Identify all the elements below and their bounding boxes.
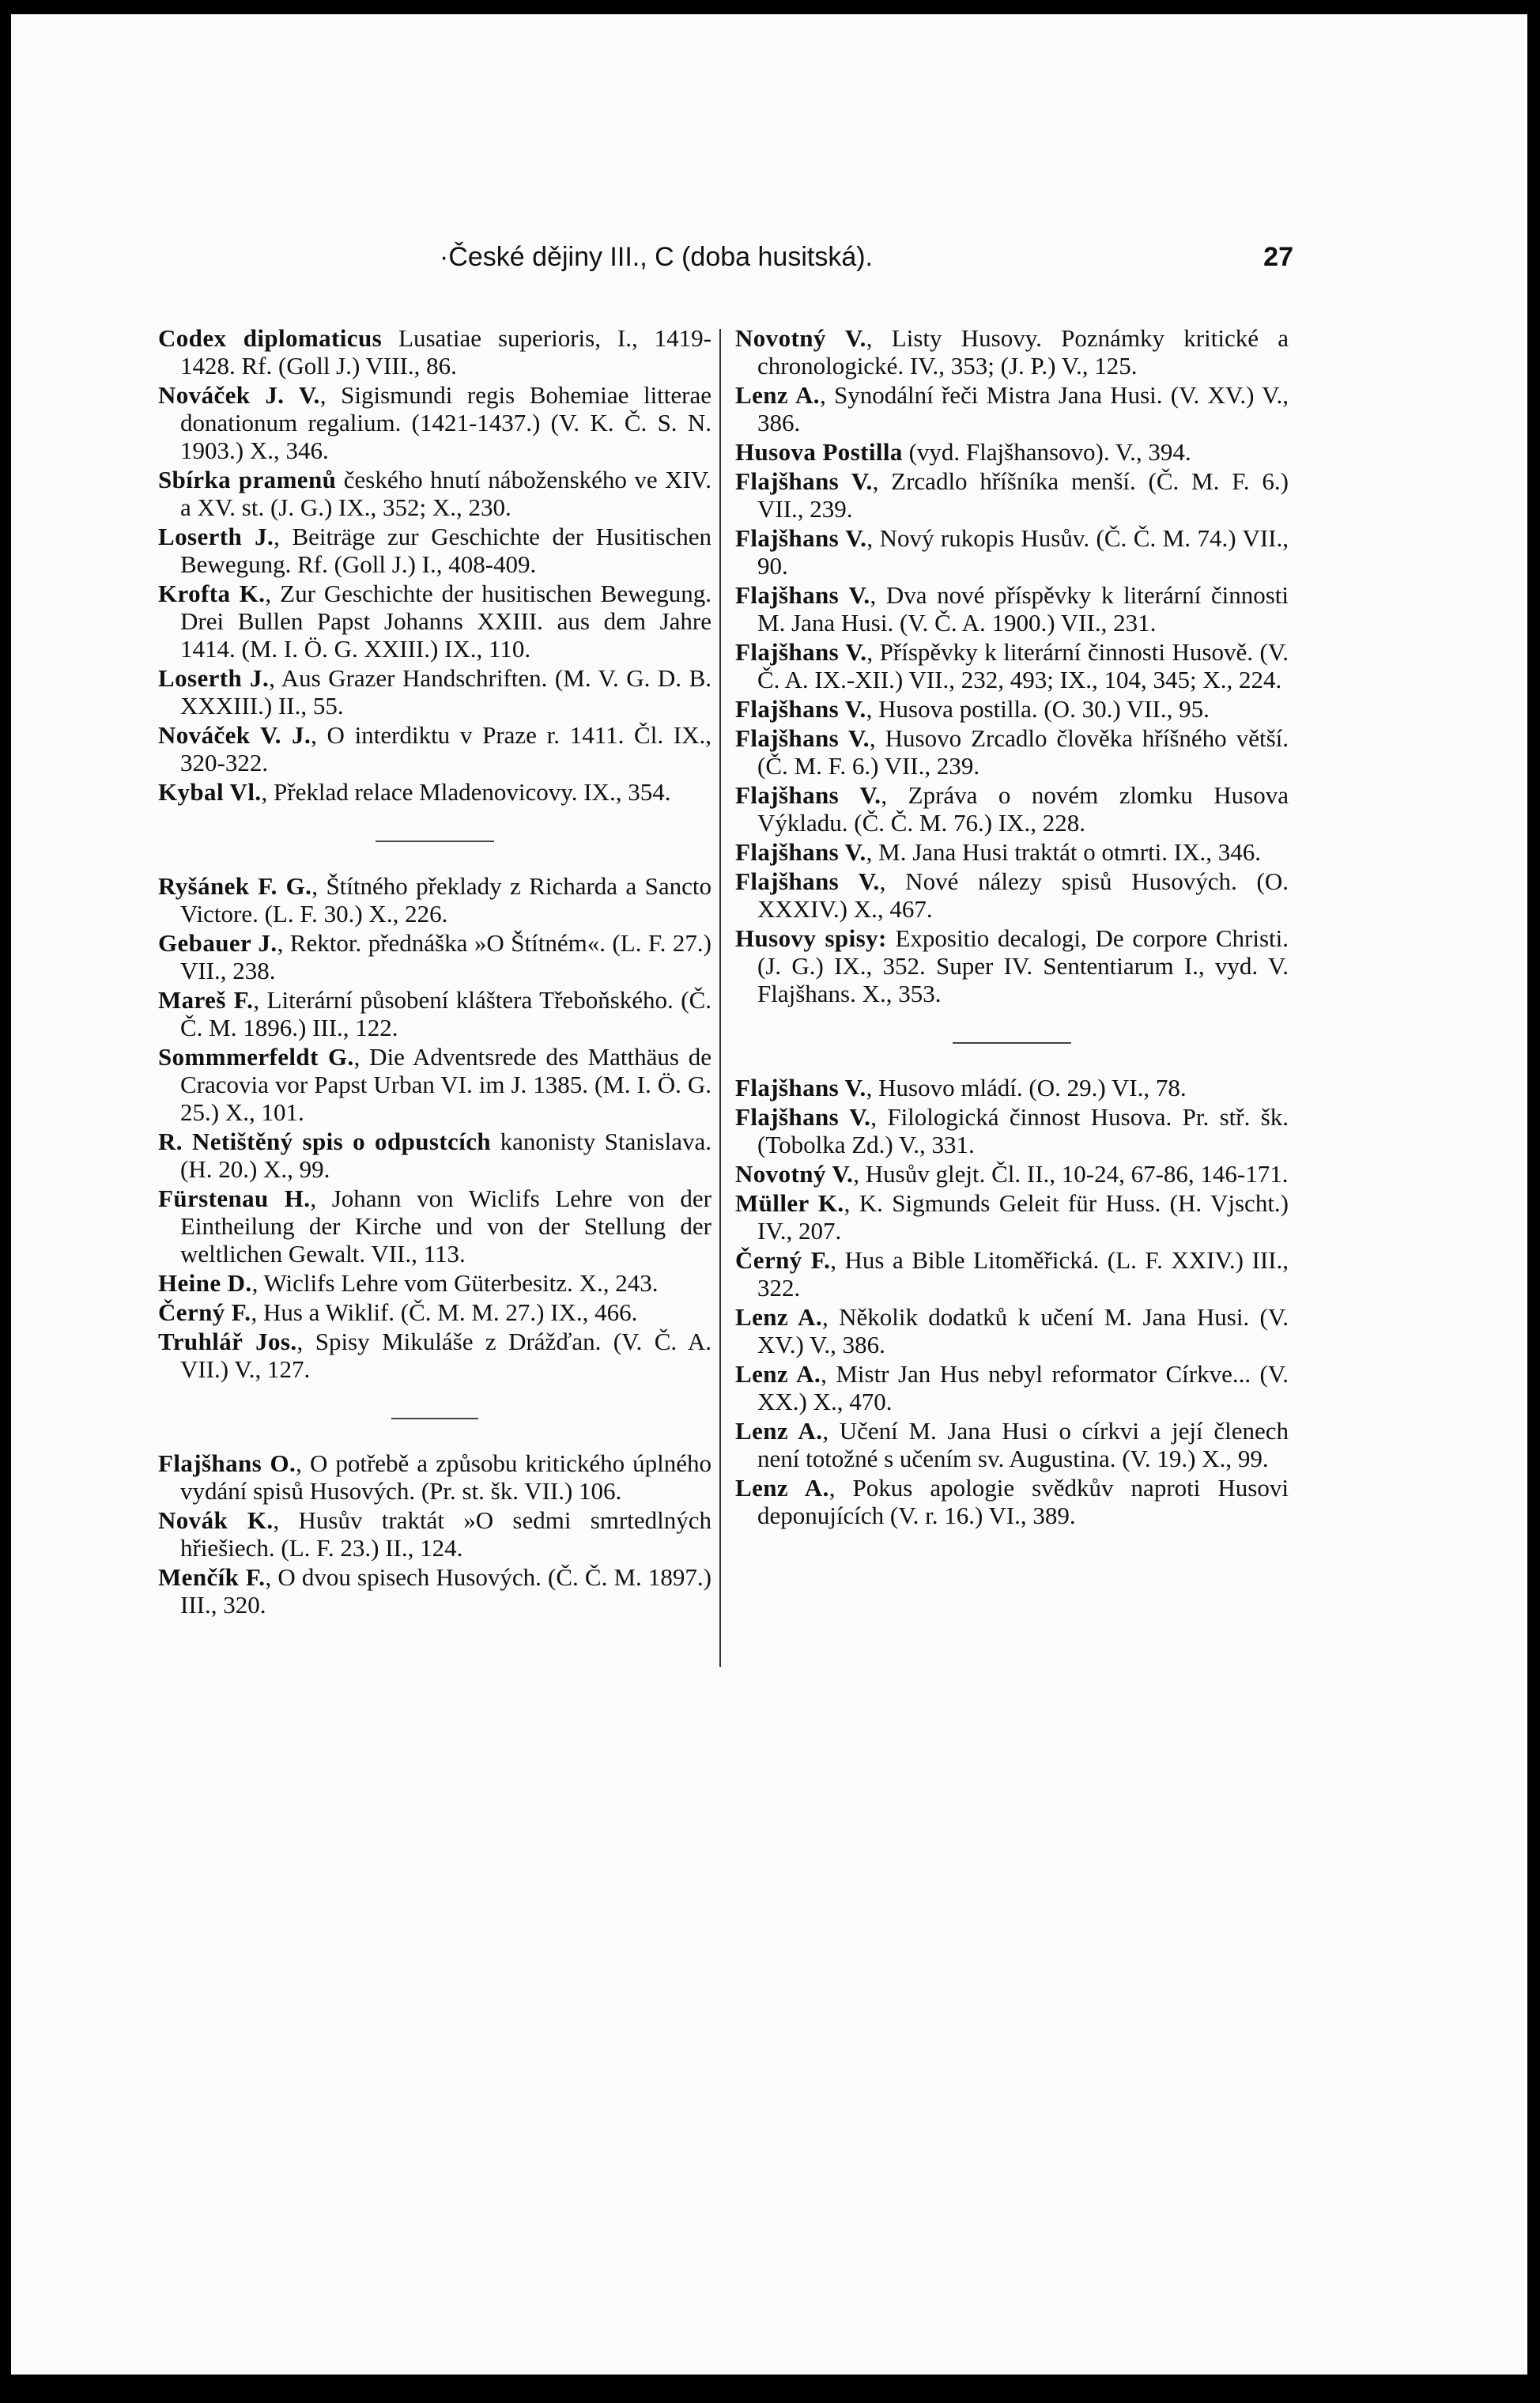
bibliography-entry: [158, 1449, 711, 1505]
entry-author: Flajšhans V.: [735, 695, 866, 723]
entry-citation: , Příspěvky k literární činnosti Husově. (V. Č. A. IX.-XII.) VII., 232, 493; IX., 104, 345; X., 224.: [757, 638, 1289, 693]
entry-citation: , Zrcadlo hříšníka menší. (Č. M. F. 6.) VII., 239.: [757, 467, 1289, 523]
right-column: [735, 324, 1289, 1531]
bibliography-entry: [735, 467, 1289, 523]
left-column: [158, 324, 711, 1620]
bibliography-entry: [735, 1103, 1289, 1158]
entry-citation: , Štítného překlady z Richarda a Sancto Victore. (L. F. 30.) X., 226.: [180, 872, 711, 928]
left-group-2: [158, 872, 711, 1383]
entry-author: Flajšhans V.: [735, 638, 867, 666]
entry-author: Gebauer J.: [158, 929, 277, 957]
entry-author: Sommmerfeldt G.: [158, 1043, 354, 1071]
page-number: 27: [1263, 242, 1293, 272]
section-separator: [391, 1418, 478, 1419]
entry-author: Müller K.: [735, 1189, 844, 1217]
entry-author: Nováček J. V.: [158, 381, 320, 409]
entry-citation: , Synodální řeči Mistra Jana Husi. (V. XV.) V., 386.: [757, 381, 1289, 436]
bibliography-entry: [158, 1298, 711, 1326]
entry-author: Flajšhans V.: [735, 724, 870, 752]
bibliography-entry: [158, 986, 711, 1041]
entry-citation: , K. Sigmunds Geleit für Huss. (H. Vjscht.) IV., 207.: [757, 1189, 1289, 1245]
bibliography-entry: [158, 466, 711, 521]
entry-citation: , Husovo Zrcadlo člověka hříšného větší. (Č. M. F. 6.) VII., 239.: [757, 724, 1289, 780]
entry-citation: , Pokus apologie svědkův naproti Husovi deponujících (V. r. 16.) VI., 389.: [757, 1474, 1289, 1529]
entry-citation: , Literární působení kláštera Třeboňského. (Č. Č. M. 1896.) III., 122.: [180, 986, 711, 1041]
entry-author: Loserth J.: [158, 523, 274, 550]
entry-citation: Expositio decalogi, De corpore Christi. (J. G.) IX., 352. Super IV. Sententiarum I., vyd. V. Flajšhans. X., 353.: [757, 924, 1289, 1007]
entry-citation: , Listy Husovy. Poznámky kritické a chronologické. IV., 353; (J. P.) V., 125.: [757, 324, 1289, 380]
entry-author: Flajšhans O.: [158, 1449, 296, 1477]
bibliography-entry: [735, 1360, 1289, 1415]
entry-citation: , O interdiktu v Praze r. 1411. Čl. IX., 320-322.: [180, 721, 711, 776]
entry-author: Lenz A.: [735, 1360, 821, 1388]
entry-author: Flajšhans V.: [735, 1103, 871, 1131]
bibliography-entry: [735, 724, 1289, 780]
column-divider: [719, 329, 721, 1667]
entry-citation: , Mistr Jan Hus nebyl reformator Církve... (V. XX.) X., 470.: [757, 1360, 1289, 1415]
entry-author: Novotný V.: [735, 324, 866, 352]
bibliography-entry: [735, 781, 1289, 837]
bibliography-entry: [735, 867, 1289, 923]
running-title: ·České dějiny III., C (doba husitská).: [440, 242, 874, 272]
entry-citation: (vyd. Flajšhansovo). V., 394.: [902, 438, 1191, 466]
entry-citation: , M. Jana Husi traktát o otmrti. IX., 346.: [866, 838, 1262, 866]
bibliography-entry: [735, 1246, 1289, 1302]
entry-author: Kybal Vl.: [158, 778, 262, 806]
bibliography-entry: [735, 1417, 1289, 1472]
bibliography-entry: [735, 924, 1289, 1007]
entry-citation: , Husovo mládí. (O. 29.) VI., 78.: [866, 1074, 1187, 1101]
page-header: [440, 242, 1293, 281]
bibliography-entry: [158, 1184, 711, 1268]
entry-author: Fürstenau H.: [158, 1184, 311, 1212]
entry-author: Novotný V.: [735, 1160, 854, 1188]
bibliography-entry: [735, 1474, 1289, 1529]
bibliography-entry: [735, 695, 1289, 723]
left-group-3: [158, 1449, 711, 1619]
entry-citation: , Nové nálezy spisů Husových. (O. XXXIV.) X., 467.: [757, 867, 1289, 923]
bibliography-entry: [735, 1074, 1289, 1101]
bibliography-entry: [158, 1269, 711, 1297]
entry-author: Lenz A.: [735, 381, 820, 409]
entry-author: R. Netištěný spis o odpustcích: [158, 1128, 492, 1155]
entry-citation: , Aus Grazer Handschriften. (M. V. G. D. B. XXXIII.) II., 55.: [180, 664, 712, 720]
bibliography-entry: [158, 872, 711, 928]
bibliography-entry: [158, 381, 711, 464]
bibliography-entry: [158, 1506, 711, 1562]
entry-author: Sbírka pramenů: [158, 466, 337, 493]
book-page: [11, 14, 1527, 2375]
entry-citation: , Spisy Mikuláše z Drážďan. (V. Č. A. VII.) V., 127.: [180, 1328, 711, 1383]
entry-author: Loserth J.: [158, 664, 270, 692]
bibliography-entry: [158, 929, 711, 984]
bibliography-entry: [735, 524, 1289, 580]
entry-citation: , Překlad relace Mladenovicovy. IX., 354.: [261, 778, 671, 806]
entry-citation: , Beiträge zur Geschichte der Husitischen Bewegung. Rf. (Goll J.) I., 408-409.: [180, 523, 711, 578]
bibliography-entry: [158, 1043, 711, 1126]
entry-author: Codex diplomaticus: [158, 324, 383, 352]
bibliography-entry: [158, 580, 711, 663]
bibliography-entry: [158, 1328, 711, 1383]
entry-citation: , Johann von Wiclifs Lehre von der Eintheilung der Kirche und von der Stellung der weltlichen Gewalt. VII., 113.: [180, 1184, 711, 1268]
bibliography-entry: [735, 438, 1289, 466]
entry-citation: , Sigismundi regis Bohemiae litterae donationum regalium. (1421-1437.) (V. K. Č. S. N. 1903.) X., 346.: [180, 381, 712, 464]
entry-citation: , Hus a Bible Litoměřická. (L. F. XXIV.) III., 322.: [757, 1246, 1289, 1302]
entry-citation: , Husova postilla. (O. 30.) VII., 95.: [866, 695, 1210, 723]
entry-author: Krofta K.: [158, 580, 266, 607]
entry-author: Flajšhans V.: [735, 524, 867, 552]
bibliography-entry: [158, 1128, 711, 1183]
entry-citation: Lusatiae superioris, I., 1419-1428. Rf. (Goll J.) VIII., 86.: [180, 324, 711, 380]
entry-author: Flajšhans V.: [735, 467, 873, 495]
entry-citation: českého hnutí náboženského ve XIV. a XV. st. (J. G.) IX., 352; X., 230.: [180, 466, 712, 521]
bibliography-entry: [735, 381, 1289, 436]
bibliography-entry: [158, 721, 711, 776]
entry-citation: , Filologická činnost Husova. Pr. stř. šk. (Tobolka Zd.) V., 331.: [757, 1103, 1289, 1158]
entry-author: Husova Postilla: [735, 438, 903, 466]
entry-author: Černý F.: [735, 1246, 831, 1274]
bibliography-entry: [158, 664, 711, 720]
entry-citation: , Rektor. přednáška »O Štítném«. (L. F. 27.) VII., 238.: [180, 929, 711, 984]
entry-author: Nováček V. J.: [158, 721, 311, 749]
entry-author: Mareš F.: [158, 986, 254, 1014]
left-group-1: [158, 324, 711, 806]
bibliography-entry: [735, 324, 1289, 380]
entry-citation: , Zpráva o novém zlomku Husova Výkladu. (Č. Č. M. 76.) IX., 228.: [757, 781, 1289, 837]
entry-citation: , Nový rukopis Husův. (Č. Č. M. 74.) VII., 90.: [757, 524, 1289, 580]
bibliography-entry: [158, 1563, 711, 1619]
bibliography-entry: [158, 324, 711, 380]
entry-author: Černý F.: [158, 1298, 251, 1326]
entry-citation: , Hus a Wiklif. (Č. M. M. 27.) IX., 466.: [251, 1298, 638, 1326]
bibliography-entry: [735, 581, 1289, 637]
bibliography-entry: [735, 1189, 1289, 1245]
right-group-2: [735, 1074, 1289, 1529]
entry-author: Lenz A.: [735, 1303, 822, 1331]
entry-citation: , Wiclifs Lehre vom Güterbesitz. X., 243.: [251, 1269, 659, 1297]
entry-author: Flajšhans V.: [735, 581, 870, 609]
entry-author: Flajšhans V.: [735, 867, 880, 895]
entry-citation: , O dvou spisech Husových. (Č. Č. M. 1897.) III., 320.: [180, 1563, 711, 1619]
entry-author: Heine D.: [158, 1269, 252, 1297]
bibliography-entry: [158, 523, 711, 578]
entry-author: Novák K.: [158, 1506, 274, 1534]
section-separator: [953, 1042, 1071, 1044]
entry-author: Lenz A.: [735, 1474, 829, 1502]
entry-citation: , Husův glejt. Čl. II., 10-24, 67-86, 146-171.: [853, 1160, 1289, 1188]
entry-author: Husovy spisy:: [735, 924, 887, 952]
entry-citation: , Několik dodatků k učení M. Jana Husi. (V. XV.) V., 386.: [757, 1303, 1289, 1358]
bibliography-entry: [735, 638, 1289, 693]
entry-citation: , O potřebě a způsobu kritického úplného vydání spisů Husových. (Pr. st. šk. VII.) 106.: [180, 1449, 711, 1505]
bibliography-entry: [158, 778, 711, 806]
entry-citation: , Učení M. Jana Husi o církvi a její členech není totožné s učením sv. Augustina. (V. 19.) X., 99.: [757, 1417, 1289, 1472]
entry-citation: , Die Adventsrede des Matthäus de Cracovia vor Papst Urban VI. im J. 1385. (M. I. Ö. G. 25.) X., 101.: [180, 1043, 711, 1126]
entry-author: Menčík F.: [158, 1563, 266, 1591]
bibliography-entry: [735, 838, 1289, 866]
entry-citation: , Dva nové příspěvky k literární činnosti M. Jana Husi. (V. Č. A. 1900.) VII., 231.: [757, 581, 1289, 637]
entry-author: Ryšánek F. G.: [158, 872, 312, 900]
entry-author: Flajšhans V.: [735, 781, 881, 809]
entry-author: Flajšhans V.: [735, 838, 866, 866]
entry-citation: , Husův traktát »O sedmi smrtedlných hřiešiech. (L. F. 23.) II., 124.: [180, 1506, 711, 1562]
bibliography-entry: [735, 1303, 1289, 1358]
entry-author: Flajšhans V.: [735, 1074, 866, 1101]
entry-author: Truhlář Jos.: [158, 1328, 297, 1355]
right-group-1: [735, 324, 1289, 1007]
entry-author: Lenz A.: [735, 1417, 823, 1445]
entry-citation: , Zur Geschichte der husitischen Bewegung. Drei Bullen Papst Johanns XXIII. aus dem Jahre 1414. (M. I. Ö. G. XXIII.) IX., 110.: [180, 580, 712, 663]
section-separator: [376, 841, 494, 842]
entry-citation: kanonisty Stanislava. (H. 20.) X., 99.: [180, 1128, 711, 1183]
bibliography-entry: [735, 1160, 1289, 1188]
